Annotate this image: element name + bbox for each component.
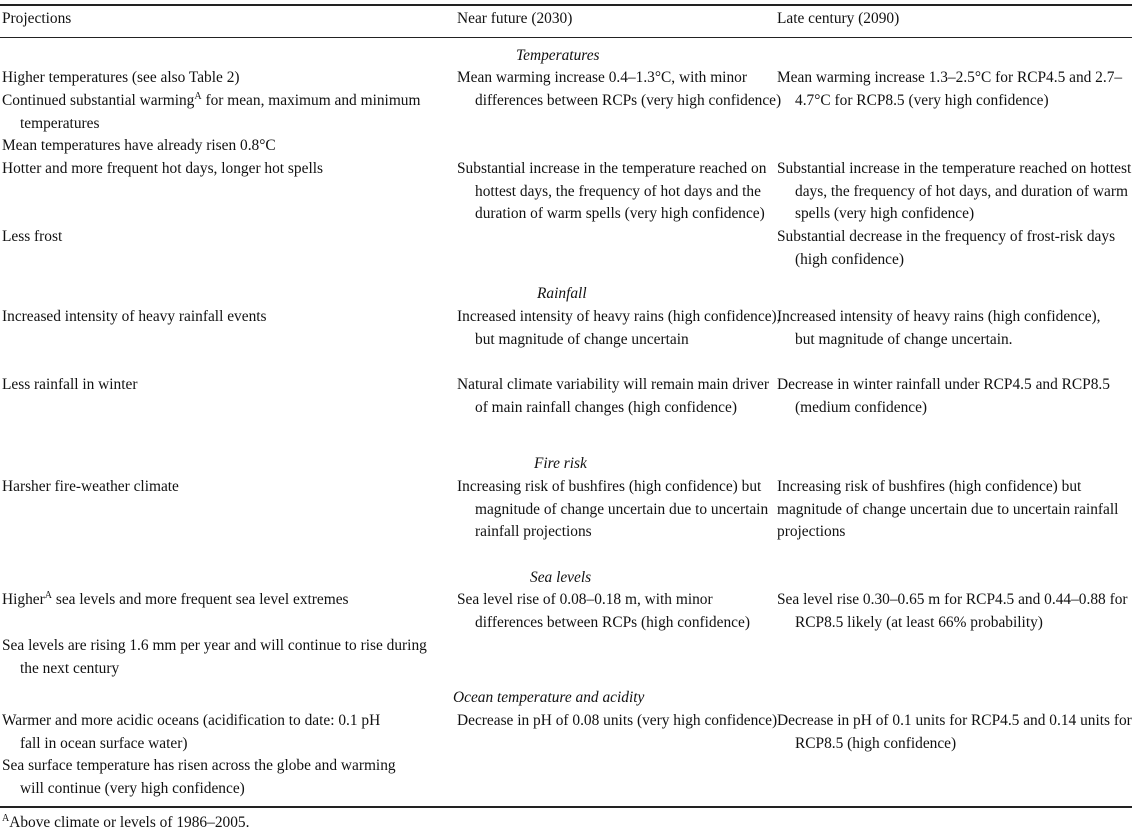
footnote-text: Above climate or levels of 1986–2005. bbox=[9, 814, 250, 831]
cell-near-heavy-rains: Increased intensity of heavy rains (high confidence), but magnitude of change uncertain bbox=[457, 308, 781, 348]
cell-continued-warming bbox=[2, 90, 460, 135]
section-rainfall: Rainfall bbox=[537, 285, 587, 302]
cell-late-heavy-rains: Increased intensity of heavy rains (high confidence), but magnitude of change uncertain. bbox=[777, 308, 1101, 348]
cell-late-sea-rise: Sea level rise 0.30–0.65 m for RCP4.5 and 0.44–0.88 for RCP8.5 likely (at least 66% probability) bbox=[777, 591, 1128, 631]
cell-near-warming: Mean warming increase 0.4–1.3°C, with minor differences between RCPs (very high confidence) bbox=[457, 69, 782, 109]
cell-text: Higher bbox=[2, 591, 45, 608]
cell-near-bushfires: Increasing risk of bushfires (high confidence) but magnitude of change uncertain due to uncertain rainfall projections bbox=[457, 478, 769, 541]
section-ocean: Ocean temperature and acidity bbox=[453, 689, 645, 706]
bottom-rule bbox=[0, 806, 1132, 808]
cell-heavy-rainfall: Increased intensity of heavy rainfall events bbox=[2, 308, 267, 325]
cell-sea-rising: Sea levels are rising 1.6 mm per year and will continue to rise during the next century bbox=[2, 637, 427, 677]
cell-text: sea levels and more frequent sea level extremes bbox=[51, 591, 349, 608]
cell-mean-risen: Mean temperatures have already risen 0.8°C bbox=[2, 137, 276, 154]
cell-higher-sea-levels bbox=[2, 589, 350, 612]
cell-late-hottest: Substantial increase in the temperature reached on hottest days, the frequency of hot days, and duration of warm spells (very high confidence) bbox=[777, 160, 1132, 223]
header-projections: Projections bbox=[2, 10, 72, 27]
header-late-century: Late century (2090) bbox=[777, 10, 900, 27]
cell-near-ph: Decrease in pH of 0.08 units (very high confidence) bbox=[457, 712, 778, 729]
cell-higher-temperatures bbox=[2, 67, 442, 90]
cell-warmer-oceans: Warmer and more acidic oceans (acidification to date: 0.1 pH fall in ocean surface water) bbox=[2, 712, 381, 752]
cell-late-frost: Substantial decrease in the frequency of frost-risk days (high confidence) bbox=[777, 228, 1116, 268]
cell-harsher-fire: Harsher fire-weather climate bbox=[2, 478, 179, 495]
footnote-marker: A bbox=[2, 813, 10, 824]
section-sea-levels: Sea levels bbox=[530, 569, 592, 586]
cell-near-hottest: Substantial increase in the temperature reached on hottest days, the frequency of hot days and the duration of warm spells (very high confidence) bbox=[457, 160, 767, 223]
footnote-marker: A bbox=[44, 590, 52, 601]
cell-late-warming: Mean warming increase 1.3–2.5°C for RCP4.5 and 2.7–4.7°C for RCP8.5 (very high confidence) bbox=[777, 69, 1123, 109]
cell-late-winter-rainfall: Decrease in winter rainfall under RCP4.5 and RCP8.5 (medium confidence) bbox=[777, 376, 1110, 416]
cell-late-ph: Decrease in pH of 0.1 units for RCP4.5 and 0.14 units for RCP8.5 (high confidence) bbox=[777, 712, 1132, 752]
cell-less-rainfall: Less rainfall in winter bbox=[2, 376, 138, 393]
cell-late-bushfires: Increasing risk of bushfires (high confidence) but magnitude of change uncertain due to uncertain rainfall projections bbox=[777, 478, 1119, 541]
section-temperatures: Temperatures bbox=[516, 47, 600, 64]
cell-hotter-days: Hotter and more frequent hot days, longer hot spells bbox=[2, 160, 323, 177]
section-fire-risk: Fire risk bbox=[534, 455, 587, 472]
cell-near-variability: Natural climate variability will remain main driver of main rainfall changes (high confidence) bbox=[457, 376, 769, 416]
cell-near-sea-rise: Sea level rise of 0.08–0.18 m, with minor differences between RCPs (high confidence) bbox=[457, 591, 750, 631]
cell-text: for mean, maximum and minimum temperatures bbox=[20, 92, 421, 132]
cell-text: Higher temperatures (see also Table 2) bbox=[2, 69, 240, 86]
header-rule bbox=[0, 37, 1132, 38]
cell-text: Continued substantial warming bbox=[2, 92, 195, 109]
footnote-marker: A bbox=[194, 91, 202, 102]
table-footnote bbox=[2, 812, 249, 835]
cell-sst-risen: Sea surface temperature has risen across the globe and warming will continue (very high confidence) bbox=[2, 757, 396, 797]
top-rule bbox=[0, 4, 1132, 6]
header-near-future: Near future (2030) bbox=[457, 10, 573, 27]
cell-less-frost: Less frost bbox=[2, 228, 63, 245]
